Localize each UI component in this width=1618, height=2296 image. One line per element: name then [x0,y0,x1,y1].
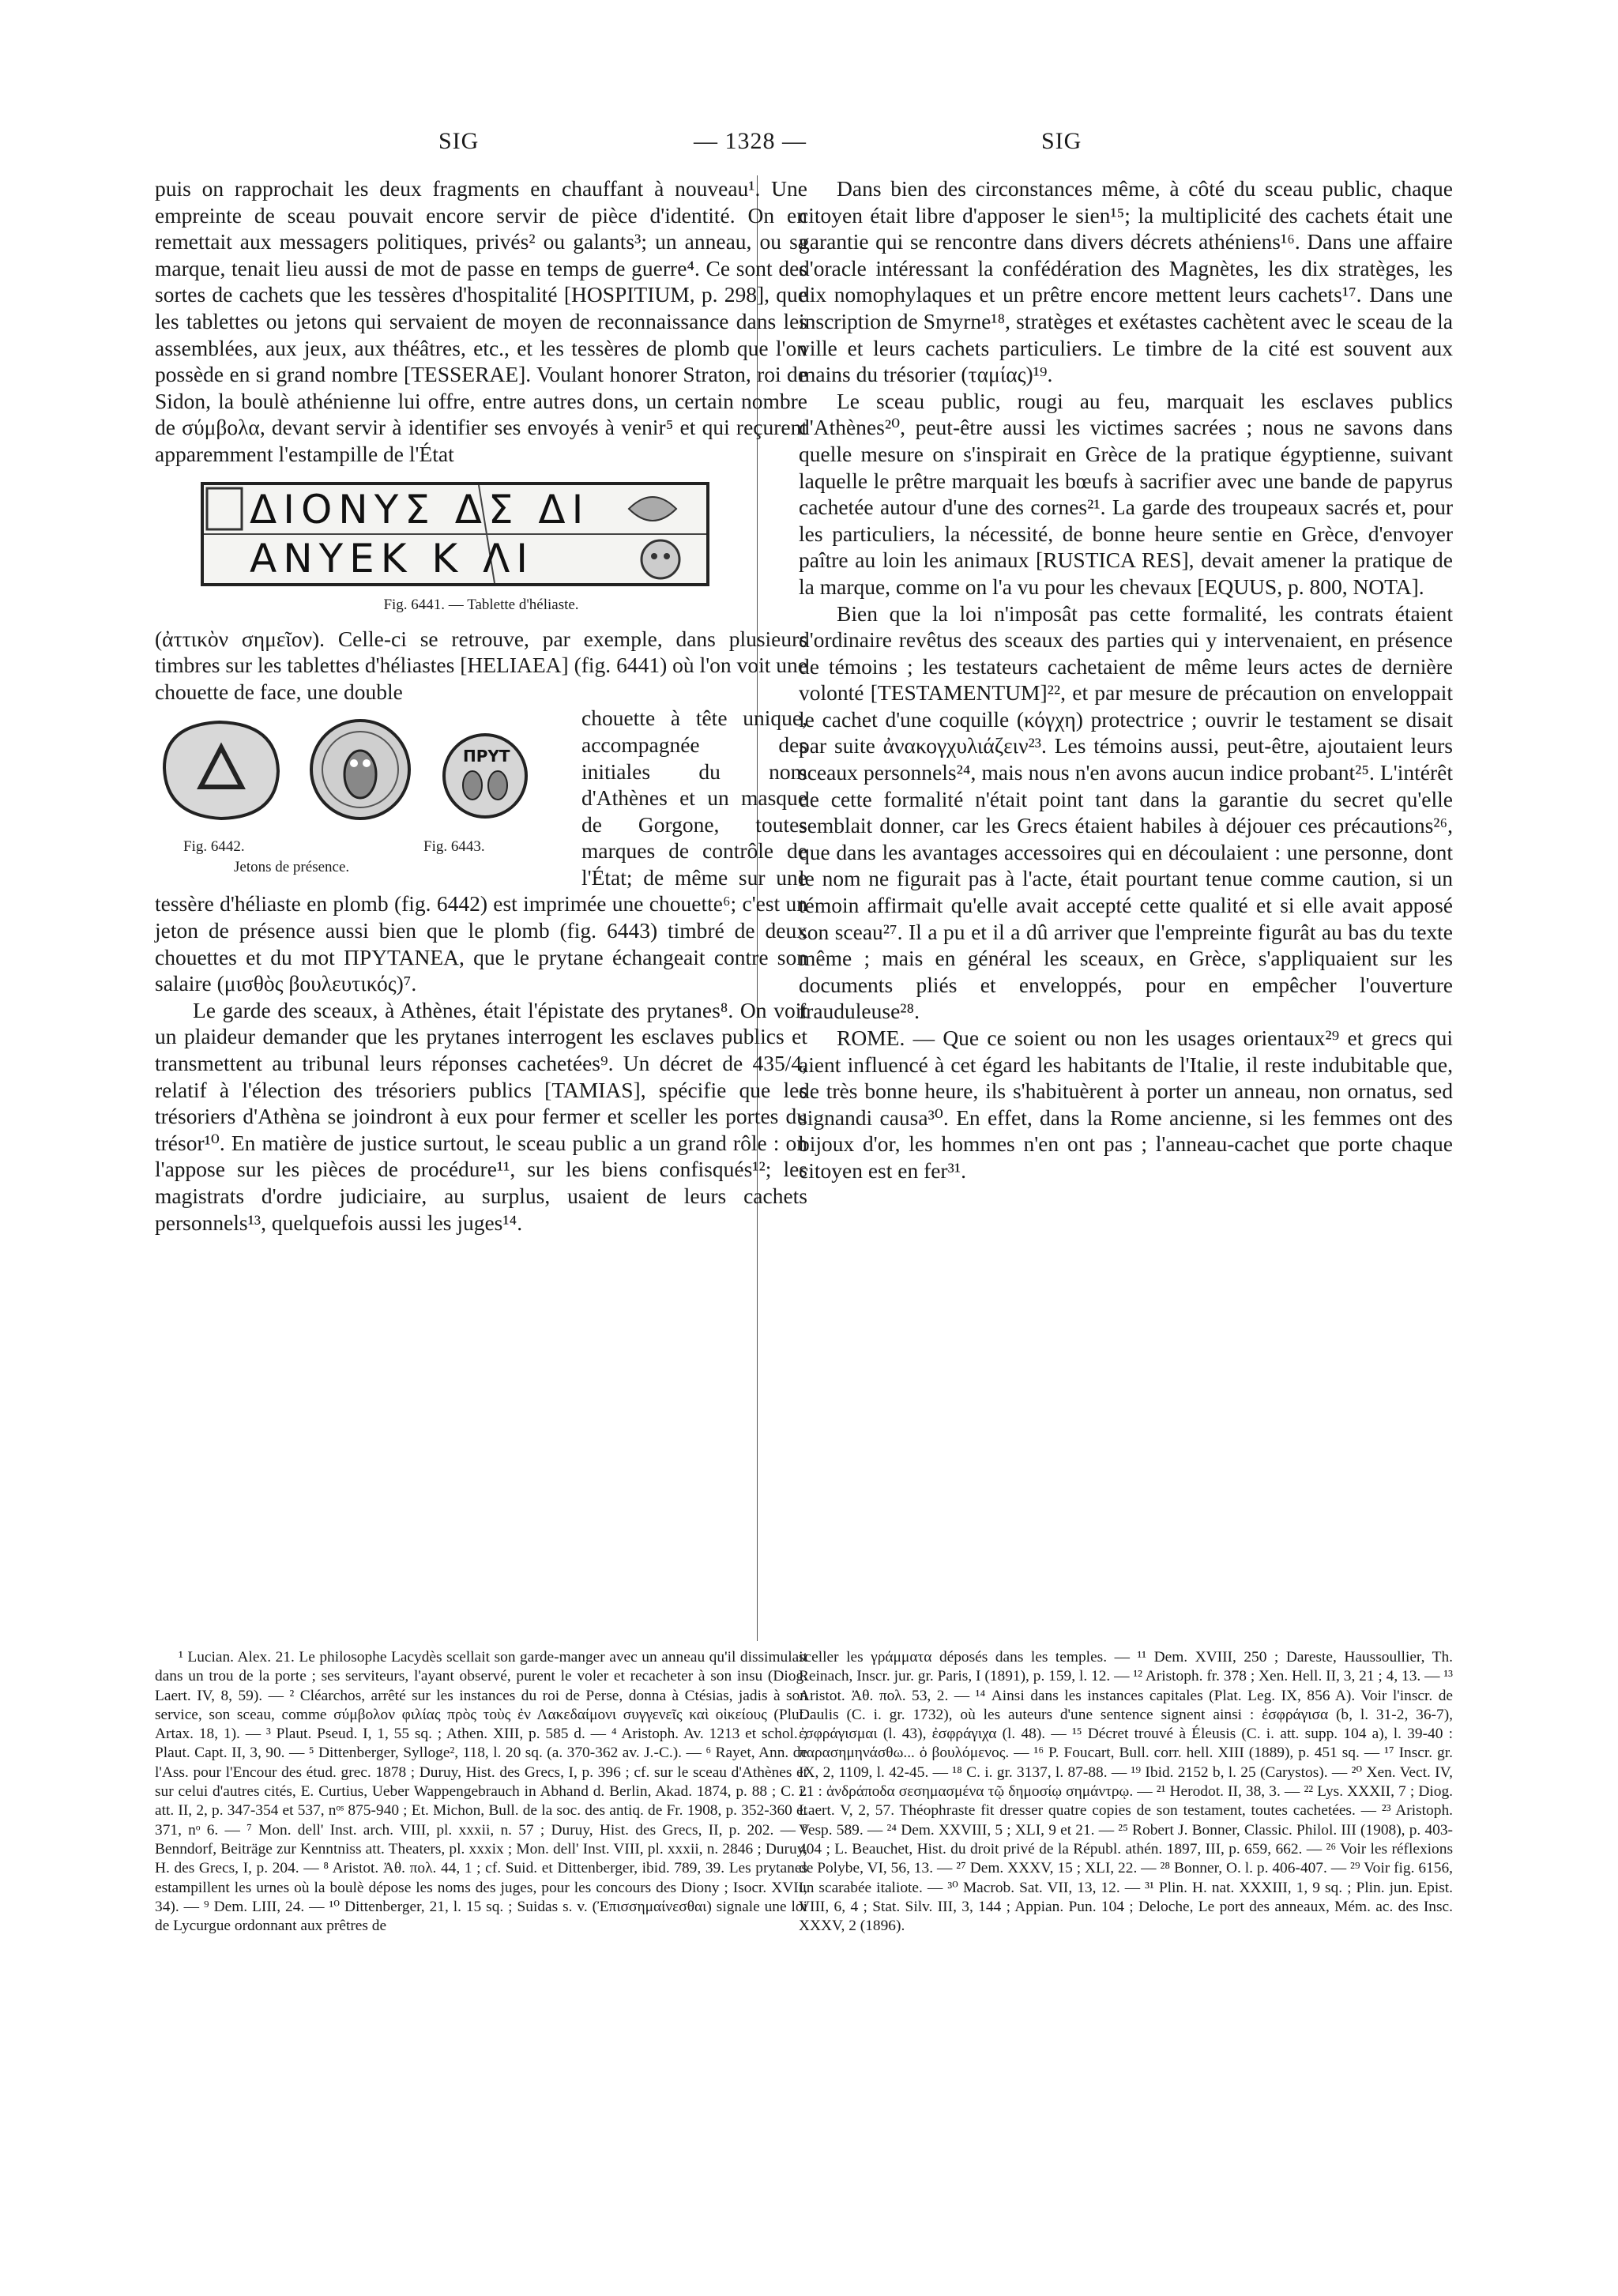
tablet-inscription-bottom: ΑΝΥΕΚ Κ ΛΙ [250,535,535,582]
heliast-tablet-image [155,477,807,596]
right-paragraph-3: Bien que la loi n'imposât pas cette formalité, les contrats étaient d'ordinaire revêtus des sceaux des parties qui y intervenaient, en présence de témoins ; les testateurs cachetaient de même leurs actes de dernière volonté [TESTAMENTUM]²², et par mesure de précaution on enveloppait le cachet d'une coquille (κόγχη) protectrice ; ouvrir le testament se disait par suite ἀνακογχυλιάζειν²³. Les témoins aussi, peut-être, ajoutaient leurs sceaux personnels²⁴, mais nous n'en avons aucun indice probant²⁵. L'intérêt de cette formalité n'était point tant dans la garantie du secret qu'elle semblait donner, car les Grecs étaient habiles à déjouer ces précautions²⁶, que dans les avantages accessoires qui en découlaient : une personne, dont le nom ne figurait pas à l'acte, était pourtant tenue comme caution, si un témoin affirmait qu'elle avait accepté cette qualité et si elle avait apposé son sceau²⁷. Il a pu et il a dû arriver que l'empreinte figurât au bas du texte même ; mais en général les sceaux, en Grèce, s'appliquaient sur les documents pliés et enveloppés, pour en empêcher l'ouverture frauduleuse²⁸. [799,600,1453,1024]
left-paragraph-3: Le garde des sceaux, à Athènes, était l'épistate des prytanes⁸. On voit un plaideur demander que les prytanes interrogent les esclaves publics et transmettent au tribunal leurs réponses cachetées⁹. Un décret de 435/4, relatif à l'élection des trésoriers publics [TAMIAS], spécifie que les trésoriers d'Athèna se joindront à eux pour fermer et sceller les portes du trésor¹⁰. En matière de justice surtout, le sceau public a un grand rôle : on l'appose sur les pièces de procédure¹¹, sur les biens confisqués¹²; les magistrats d'ordre judiciaire, au surplus, usaient de leurs cachets personnels¹³, quelquefois aussi les juges¹⁴. [155,997,807,1235]
page-number: — 1328 — [694,128,807,154]
running-head-left: SIG [438,128,480,154]
figure-6442-caption: Fig. 6442. [183,837,245,855]
footnotes-left-text: ¹ Lucian. Alex. 21. Le philosophe Lacydès scellait son garde-manger avec un anneau qu'il dissimulait dans un trou de la porte ; ses serviteurs, l'ayant observé, purent le voler et recacheter à son insu (Diog. Laert. IV, 8, 59). — ² Cléarchos, arrêté sur les instances du roi de Perse, donna à Ctésias, jadis à son service, son sceau, comme σύμβολον φιλίας πρὸς τοὺς ἐν Λακεδαίμονι συγγενεῖς καὶ οἰκείους (Plut. Artax. 18, 1). — ³ Plaut. Pseud. I, 1, 55 sq. ; Athen. XIII, p. 585 d. — ⁴ Aristoph. Av. 1213 et schol. ; Plaut. Capt. II, 3, 90. — ⁵ Dittenberger, Sylloge², 118, l. 20 sq. (a. 370-362 av. J.-C.). — ⁶ Rayet, Ann. de l'Ass. pour l'Encour des étud. grec. 1878 ; Duruy, Hist. des Grecs, I, p. 396 ; cf. sur le sceau d'Athènes et sur celui d'autres cités, E. Curtius, Ueber Wappengebrauch in Abhand d. Berlin, Akad. 1874, p. 88 ; C. i. att. II, 2, p. 347-354 et 537, nᵒˢ 875-940 ; Et. Michon, Bull. de la soc. des antiq. de Fr. 1908, p. 352-360 et 371, nᵒ 6. — ⁷ Mon. dell' Inst. arch. VIII, pl. xxxii, n. 57 ; Duruy, Hist. des Grecs, II, p. 202. — ⁸ Benndorf, Beiträge zur Kenntniss att. Theaters, pl. xxxix ; Mon. dell' Inst. VIII, pl. xxxii, n. 2846 ; Duruy, H. des Grecs, I, p. 204. — ⁸ Aristot. Ἀθ. πολ. 44, 1 ; cf. Suid. et Dittenberger, ibid. 789, 39. Les prytanes estampillent les urnes où la boulè dépose les noms des juges, pour les concours des Diony ; Isocr. XVII, 34). — ⁹ Dem. LIII, 24. — ¹⁰ Dittenberger, 21, l. 15 sq. ; Suidas s. v. (Ἐπισσημαίνεσθαι) signale une loi de Lycurgue ordonnant aux prêtres de [155,1649,807,1935]
right-paragraph-2: Le sceau public, rougi au feu, marquait les esclaves publics d'Athènes²⁰, peut-être aussi les victimes sacrées ; nous ne savons dans quelle mesure on s'inspirait en Grèce de la pratique égyptienne, suivant laquelle le prêtre marquait les bœufs à sacrifier avec une bande de papyrus cachetée autour d'une des cornes²¹. La garde des troupeaux sacrés et, pour les particuliers, la nécessité, de bonne heure sentie en Grèce, d'envoyer paître au loin les animaux [RUSTICA RES], devait amener la pratique de la marque, comme on l'a vu pour les chevaux [EQUUS, p. 800, NOTA]. [799,388,1453,599]
tablet-inscription-top: ΔΙΟΝΥΣ ΔΣ ΔΙ [250,486,590,533]
lead-tessera-image [164,722,278,819]
right-column [799,175,1453,1184]
right-paragraph-1: Dans bien des circonstances même, à côté du sceau public, chaque citoyen était libre d'apposer le sien¹⁵; la multiplicité des cachets était une garantie qui se rencontre dans divers décrets athéniens¹⁶. Dans une affaire d'oracle intéressant la confédération des Magnètes, les dix stratèges, les dix nomophylaques et un prêtre encore mettent leurs cachets¹⁷. Dans une inscription de Smyrne¹⁸, stratèges et exétastes cachètent avec le sceau de la ville et leurs cachets particuliers. Le timbre de la cité est souvent aux mains du trésorier (ταμίας)¹⁹. [799,176,1453,387]
footnotes-left [155,1648,807,1936]
right-paragraph-4: ROME. — Que ce soient ou non les usages orientaux²⁹ et grecs qui aient influencé à cet égard les habitants de l'Italie, il reste indubitable que, de très bonne heure, ils s'habituèrent à porter un anneau, non ornatus, sed signandi causa³⁰. En effet, dans la Rome ancienne, si les femmes ont des bijoux d'or, les hommes n'en ont pas ; l'anneau-cachet que porte chaque citoyen est en fer³¹. [799,1026,1453,1183]
left-paragraph-2a: (ἀττικὸν σημεῖον). Celle-ci se retrouve, par exemple, dans plusieurs timbres sur les tablettes d'héliastes [HELIAEA] (fig. 6441) où l'on voit une chouette de face, une double [155,626,807,704]
figure-6441 [155,477,807,615]
prytanea-token-image [444,735,526,817]
footnotes-right [799,1648,1453,1936]
figures-6442-6443-caption: Jetons de présence. [234,858,350,875]
running-head-right: SIG [1041,128,1082,154]
figures-6442-6443 [155,713,566,882]
left-paragraph-1: puis on rapprochait les deux fragments en chauffant à nouveau¹. Une empreinte de sceau pouvait encore servir de pièce d'identité. On en remettait aux messagers politiques, privés² ou galants³; un anneau, ou sa marque, tenait lieu aussi de mot de passe en temps de guerre⁴. Ce sont des sortes de cachets que les tessères d'hospitalité [HOSPITIUM, p. 298], que les tablettes ou jetons qui servaient de moyen de reconnaissance dans les assemblées, aux jeux, aux théâtres, etc., et les tessères de plomb que l'on possède en si grand nombre [TESSERAE]. Voulant honorer Straton, roi de Sidon, la boulè athénienne lui offre, entre autres dons, un certain nombre de σύμβολα, devant servir à identifier ses envoyés à venir⁵ et qui reçurent apparemment l'estampille de l'État [155,176,807,466]
figure-6443-caption: Fig. 6443. [423,837,485,855]
footnotes-right-text: sceller les γράμματα déposés dans les temples. — ¹¹ Dem. XVIII, 250 ; Dareste, Haussoullier, Th. Reinach, Inscr. jur. gr. Paris, I (1891), p. 159, l. 12. — ¹² Aristoph. fr. 378 ; Xen. Hell. II, 3, 21 ; 4, 13. — ¹³ Aristot. Ἀθ. πολ. 53, 2. — ¹⁴ Ainsi dans les instances capitales (Plat. Leg. IX, 856 A). Voir l'inscr. de Daulis (C. i. gr. 1732), où les auteurs d'une sentence signent ainsi : ἐσφράγισα (b, l. 31-2, 36-7), ἐσφράγισμαι (l. 43), ἐσφράγιχα (l. 48). — ¹⁵ Décret trouvé à Éleusis (C. i. att. supp. 104 a), l. 39-40 : παρασημηνάσθω... ὁ βουλόμενος. — ¹⁶ P. Foucart, Bull. corr. hell. XIII (1889), p. 451 sq. — ¹⁷ Inscr. gr. IX, 2, 1109, l. 42-45. — ¹⁸ C. i. gr. 3137, l. 87-88. — ¹⁹ Ibid. 2152 b, l. 25 (Carystos). — ²⁰ Xen. Vect. IV, 21 : ἀνδράποδα σεσημασμένα τῷ δημοσίῳ σημάντρῳ. — ²¹ Herodot. II, 38, 3. — ²² Lys. XXXII, 7 ; Diog. Laert. V, 2, 57. Théophraste fit dresser quatre copies de son testament, toutes cachetées. — ²³ Aristoph. Vesp. 589. — ²⁴ Dem. XXVIII, 5 ; XLI, 9 et 21. — ²⁵ Robert J. Bonner, Classic. Philol. III (1908), p. 403-404 ; L. Beauchet, Hist. du droit privé de la Républ. athén. 1897, III, p. 659, 662. — ²⁶ Voir les réflexions de Polybe, VI, 56, 13. — ²⁷ Dem. XXXV, 15 ; XLI, 22. — ²⁸ Bonner, O. l. p. 406-407. — ²⁹ Voir fig. 6156, un scarabée italiote. — ³⁰ Macrob. Sat. VII, 13, 12. — ³¹ Plin. H. nat. XXXIII, 1, 9 sq. ; Plin. jun. Epist. VIII, 6, 4 ; Stat. Silv. III, 3, 144 ; Appian. Pun. 104 ; Deloche, Le port des anneaux, Mém. ac. des Insc. XXXV, 2 (1896). [799,1649,1453,1935]
left-column [155,175,807,1236]
coin-legend: ΠΡΥΤ [463,747,510,766]
tokens-image [155,713,550,831]
owl-token-image [311,721,409,819]
left-paragraph-2b: chouette à tête unique, accompagnée des initiales du nom d'Athènes et un masque de Gorgone, toutes marques de contrôle de l'État; de même sur une tessère d'héliaste en plomb (fig. 6442) est imprimée une chouette⁶; c'est un jeton de présence aussi bien que le plomb (fig. 6443) timbré de deux chouettes et du mot ΠΡΥΤΑΝΕΑ, que le prytane échangeait contre son salaire (μισθὸς βουλευτικός)⁷. [155,706,807,996]
figure-6441-caption: Fig. 6441. — Tablette d'héliaste. [383,596,579,613]
